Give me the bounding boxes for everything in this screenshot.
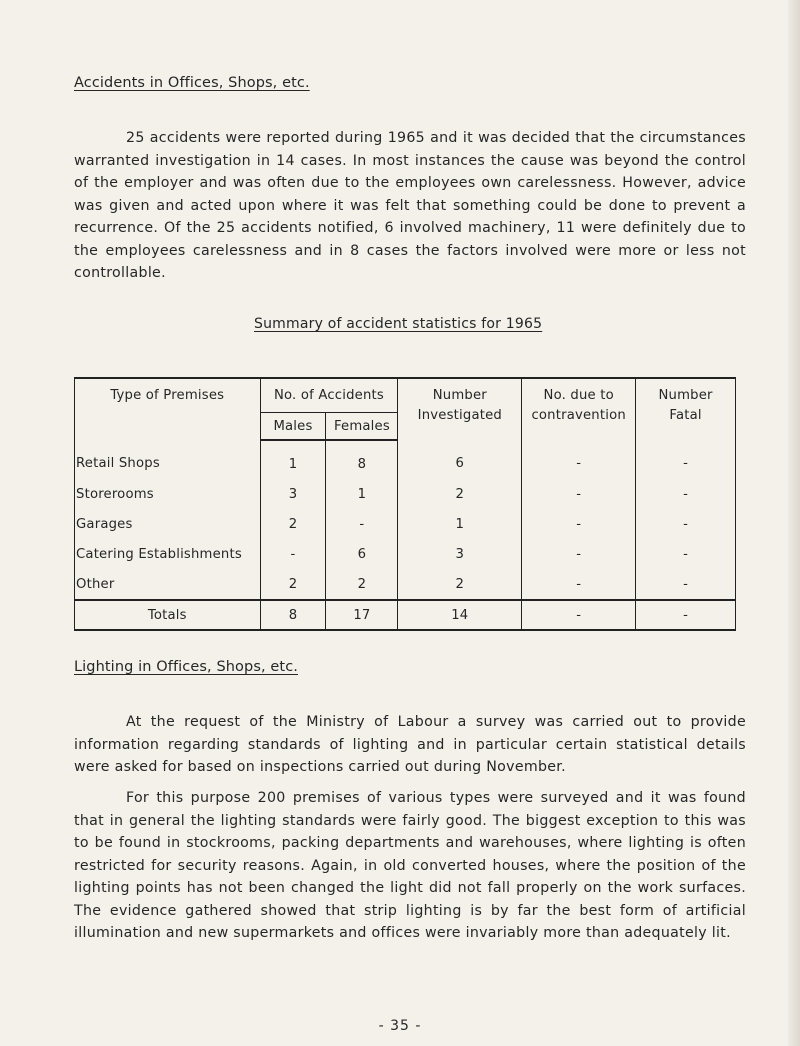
table-row (75, 539, 736, 569)
header-no-of-accidents: No. of Accidents (260, 378, 398, 413)
table-row (75, 479, 736, 509)
totals-row (75, 600, 736, 630)
premises-type: Catering Establishments (75, 539, 261, 569)
males-count: 1 (260, 440, 326, 479)
accidents-paragraph: 25 accidents were reported during 1965 and it was decided that the circumstances warranted investigation in 14 cases. In most instances the cause was beyond the control of the employer and was often due to the employees own carelessness. However, advice was given and acted upon where it was felt that something could be done to prevent a recurrence. Of the 25 accidents notified, 6 involved machinery, 11 were definitely due to the employees carelessness and in 8 cases the factors involved were more or less not controllable. (74, 130, 746, 281)
totals-fatal: - (636, 600, 736, 630)
header-males: Males (260, 413, 326, 441)
fatal-count: - (636, 479, 736, 509)
section-heading-accidents: Accidents in Offices, Shops, etc. (74, 75, 310, 91)
lighting-paragraph-1: At the request of the Ministry of Labour a survey was carried out to provide information regarding standards of lighting and in particular certain statistical details were asked for based on inspections carried out during November. (74, 714, 746, 775)
accident-statistics-table (74, 377, 736, 631)
section-heading-lighting: Lighting in Offices, Shops, etc. (74, 659, 298, 675)
table-row (75, 569, 736, 600)
totals-label: Totals (75, 600, 261, 630)
page-number: - 35 - (378, 1018, 422, 1034)
contravention-count: - (522, 479, 636, 509)
table-row (75, 509, 736, 539)
page-edge-shadow (788, 0, 800, 1046)
females-count: 1 (326, 479, 398, 509)
investigated-count: 3 (398, 539, 522, 569)
summary-title: Summary of accident statistics for 1965 (254, 316, 543, 332)
fatal-count: - (636, 539, 736, 569)
contravention-count: - (522, 440, 636, 479)
totals-males: 8 (260, 600, 326, 630)
females-count: 8 (326, 440, 398, 479)
investigated-count: 2 (398, 569, 522, 600)
totals-females: 17 (326, 600, 398, 630)
header-type-of-premises: Type of Premises (75, 378, 261, 440)
premises-type: Other (75, 569, 261, 600)
males-count: - (260, 539, 326, 569)
header-number-investigated: Number Investigated (398, 378, 522, 440)
table-row (75, 440, 736, 479)
totals-investigated: 14 (398, 600, 522, 630)
investigated-count: 2 (398, 479, 522, 509)
investigated-count: 6 (398, 440, 522, 479)
contravention-count: - (522, 509, 636, 539)
totals-contravention: - (522, 600, 636, 630)
females-count: 6 (326, 539, 398, 569)
males-count: 2 (260, 509, 326, 539)
females-count: 2 (326, 569, 398, 600)
males-count: 3 (260, 479, 326, 509)
contravention-count: - (522, 539, 636, 569)
fatal-count: - (636, 440, 736, 479)
contravention-count: - (522, 569, 636, 600)
males-count: 2 (260, 569, 326, 600)
header-due-to-contravention: No. due to contravention (522, 378, 636, 440)
header-females: Females (326, 413, 398, 441)
fatal-count: - (636, 569, 736, 600)
premises-type: Garages (75, 509, 261, 539)
premises-type: Storerooms (75, 479, 261, 509)
premises-type: Retail Shops (75, 440, 261, 479)
fatal-count: - (636, 509, 736, 539)
females-count: - (326, 509, 398, 539)
investigated-count: 1 (398, 509, 522, 539)
header-number-fatal: Number Fatal (636, 378, 736, 440)
lighting-paragraph-2: For this purpose 200 premises of various types were surveyed and it was found that in general the lighting standards were fairly good. The biggest exception to this was to be found in stockrooms, packing departments and warehouses, where lighting is often restricted for security reasons. Again, in old converted houses, where the position of the lighting points has not been changed the light did not fall properly on the work surfaces. The evidence gathered showed that strip lighting is by far the best form of artificial illumination and new supermarkets and offices were invariably more than adequately lit. (74, 790, 746, 941)
